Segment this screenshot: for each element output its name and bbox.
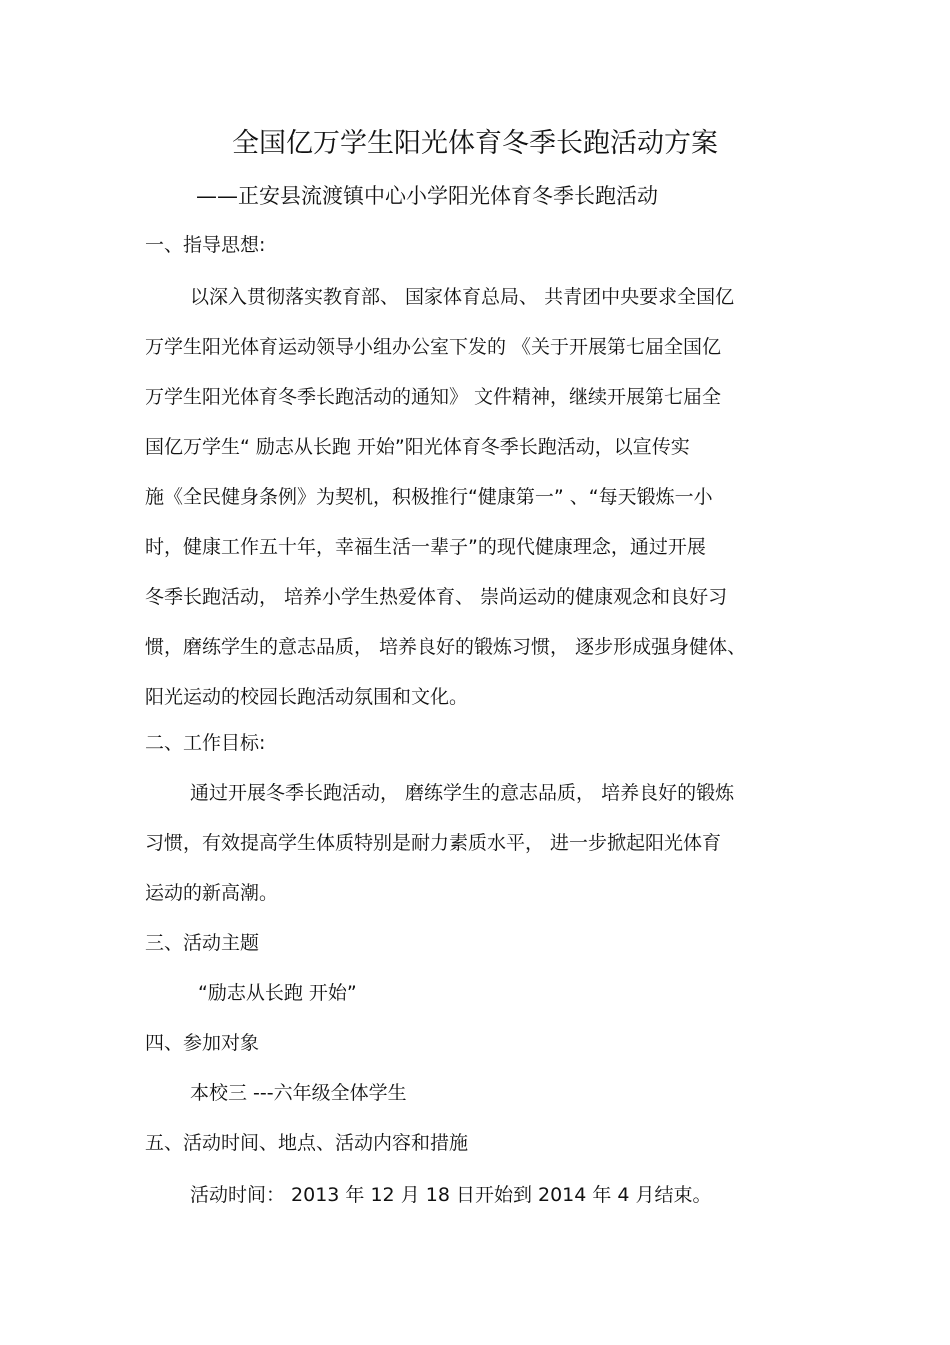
document-title: 全国亿万学生阳光体育冬季长跑活动方案 [232,128,718,159]
paragraph-line: 运动的新高潮。 [145,882,279,904]
paragraph-line: 习惯，有效提高学生体质特别是耐力素质水平， 进一步掀起阳光体育 [145,832,722,854]
paragraph-line: 通过开展冬季长跑活动， 磨练学生的意志品质， 培养良好的锻炼 [190,782,735,804]
paragraph-line: 万学生阳光体育运动领导小组办公室下发的 《关于开展第七届全国亿 [145,336,722,358]
activity-time-text: 活动时间： 2013 年 12 月 18 日开始到 2014 年 4 月结束。 [190,1184,712,1206]
section-heading-work-goal: 二、工作目标: [145,732,266,754]
section-heading-time-place: 五、活动时间、地点、活动内容和措施 [145,1132,469,1154]
paragraph-line: 以深入贯彻落实教育部、 国家体育总局、 共青团中央要求全国亿 [190,286,735,308]
activity-theme: “励志从长跑 开始” [198,982,357,1004]
section-heading-participants: 四、参加对象 [145,1032,260,1054]
section-body-work-goal [145,768,805,918]
paragraph-line: 阳光运动的校园长跑活动氛围和文化。 [145,686,469,708]
section-heading-theme: 三、活动主题 [145,932,260,954]
paragraph-line: 时，健康工作五十年，幸福生活一辈子”的现代健康理念，通过开展 [145,536,706,558]
paragraph-line: 惯，磨练学生的意志品质， 培养良好的锻炼习惯， 逐步形成强身健体、 [145,636,747,658]
paragraph-line: 施《全民健身条例》为契机，积极推行“健康第一” 、“每天锻炼一小 [145,486,713,508]
document-subtitle: ——正安县流渡镇中心小学阳光体育冬季长跑活动 [196,184,658,208]
section-body-guiding-thought [145,272,805,722]
section-heading-guiding-thought: 一、指导思想: [145,234,266,256]
paragraph-line: 冬季长跑活动， 培养小学生热爱体育、 崇尚运动的健康观念和良好习 [145,586,728,608]
participants-text: 本校三 ---六年级全体学生 [190,1082,407,1104]
paragraph-line: 万学生阳光体育冬季长跑活动的通知》 文件精神，继续开展第七届全 [145,386,722,408]
paragraph-line: 国亿万学生“ 励志从长跑 开始”阳光体育冬季长跑活动，以宣传实 [145,436,690,458]
